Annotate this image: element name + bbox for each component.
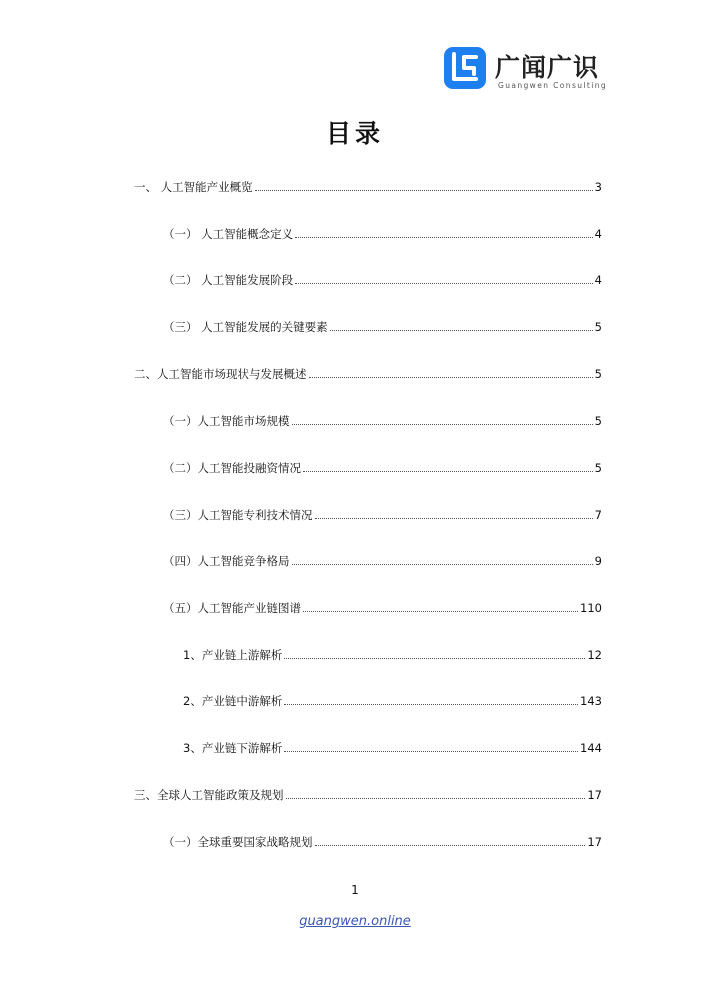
toc-leader-dots [284, 751, 578, 752]
toc-entry-page: 5 [594, 367, 602, 381]
toc-entry-page: 4 [594, 273, 602, 287]
toc-leader-dots [295, 283, 593, 284]
toc-leader-dots [303, 471, 593, 472]
toc-entry-label: （二） 人工智能发展阶段 [163, 273, 294, 287]
toc-entry[interactable] [163, 457, 602, 475]
toc-entry-page: 3 [594, 180, 602, 194]
toc-entry[interactable] [134, 176, 602, 194]
toc-entry-page: 12 [587, 648, 602, 662]
toc-entry-label: 三、全球人工智能政策及规划 [134, 788, 284, 802]
toc-entry-page: 9 [594, 554, 602, 568]
logo-mark-icon [443, 46, 487, 90]
toc-leader-dots [303, 611, 578, 612]
toc-leader-dots [315, 518, 593, 519]
page-number: 1 [351, 883, 359, 897]
toc-leader-dots [295, 237, 593, 238]
toc-entry[interactable] [163, 269, 602, 287]
toc-entry-label: 二、人工智能市场现状与发展概述 [134, 367, 307, 381]
toc-entry[interactable] [163, 410, 602, 428]
toc-entry-page: 144 [580, 741, 602, 755]
toc-entry-label: （一） 人工智能概念定义 [163, 227, 294, 241]
toc-entry-label: （一）全球重要国家战略规划 [163, 835, 313, 849]
toc-entry-label: 1、产业链上游解析 [183, 648, 283, 662]
toc-entry-page: 7 [594, 508, 602, 522]
toc-entry-label: （四）人工智能竞争格局 [163, 554, 290, 568]
toc-entry[interactable] [163, 597, 602, 615]
toc-leader-dots [292, 564, 593, 565]
toc-entry[interactable] [163, 223, 602, 241]
toc-entry-page: 5 [594, 414, 602, 428]
toc-entry-page: 5 [594, 461, 602, 475]
logo-chinese-name: 广闻广识 [495, 53, 600, 82]
toc-entry[interactable] [134, 363, 602, 381]
toc-entry[interactable] [163, 550, 602, 568]
toc-entry-label: （五）人工智能产业链图谱 [163, 601, 301, 615]
toc-entry-page: 17 [587, 788, 602, 802]
toc-entry-page: 143 [580, 694, 602, 708]
toc-entry[interactable] [134, 784, 602, 802]
toc-entry-label: 一、 人工智能产业概览 [134, 180, 253, 194]
toc-entry-label: （三）人工智能专利技术情况 [163, 508, 313, 522]
toc-entry[interactable] [183, 644, 602, 662]
toc-entry[interactable] [163, 831, 602, 849]
toc-leader-dots [286, 798, 586, 799]
toc-leader-dots [284, 704, 578, 705]
toc-entry[interactable] [163, 504, 602, 522]
toc-entry-page: 17 [587, 835, 602, 849]
toc-entry[interactable] [183, 737, 602, 755]
toc-entry-label: 3、产业链下游解析 [183, 741, 283, 755]
toc-entry-label: （一）人工智能市场规模 [163, 414, 290, 428]
toc-entry-label: 2、产业链中游解析 [183, 694, 283, 708]
toc-entry[interactable] [163, 316, 602, 334]
toc-leader-dots [315, 845, 586, 846]
footer-link[interactable]: guangwen.online [299, 914, 411, 929]
toc-leader-dots [292, 424, 593, 425]
toc-leader-dots [330, 330, 593, 331]
toc-entry-page: 110 [580, 601, 602, 615]
toc-entry-label: （三） 人工智能发展的关键要素 [163, 320, 328, 334]
toc-leader-dots [284, 658, 585, 659]
toc-entry[interactable] [183, 690, 602, 708]
page-title: 目录 [325, 119, 384, 148]
toc-entry-page: 4 [594, 227, 602, 241]
brand-logo [443, 46, 608, 92]
logo-english-name: Guangwen Consulting [498, 81, 608, 90]
toc-leader-dots [309, 377, 593, 378]
toc-entry-label: （二）人工智能投融资情况 [163, 461, 301, 475]
toc-entry-page: 5 [594, 320, 602, 334]
toc-leader-dots [255, 190, 593, 191]
